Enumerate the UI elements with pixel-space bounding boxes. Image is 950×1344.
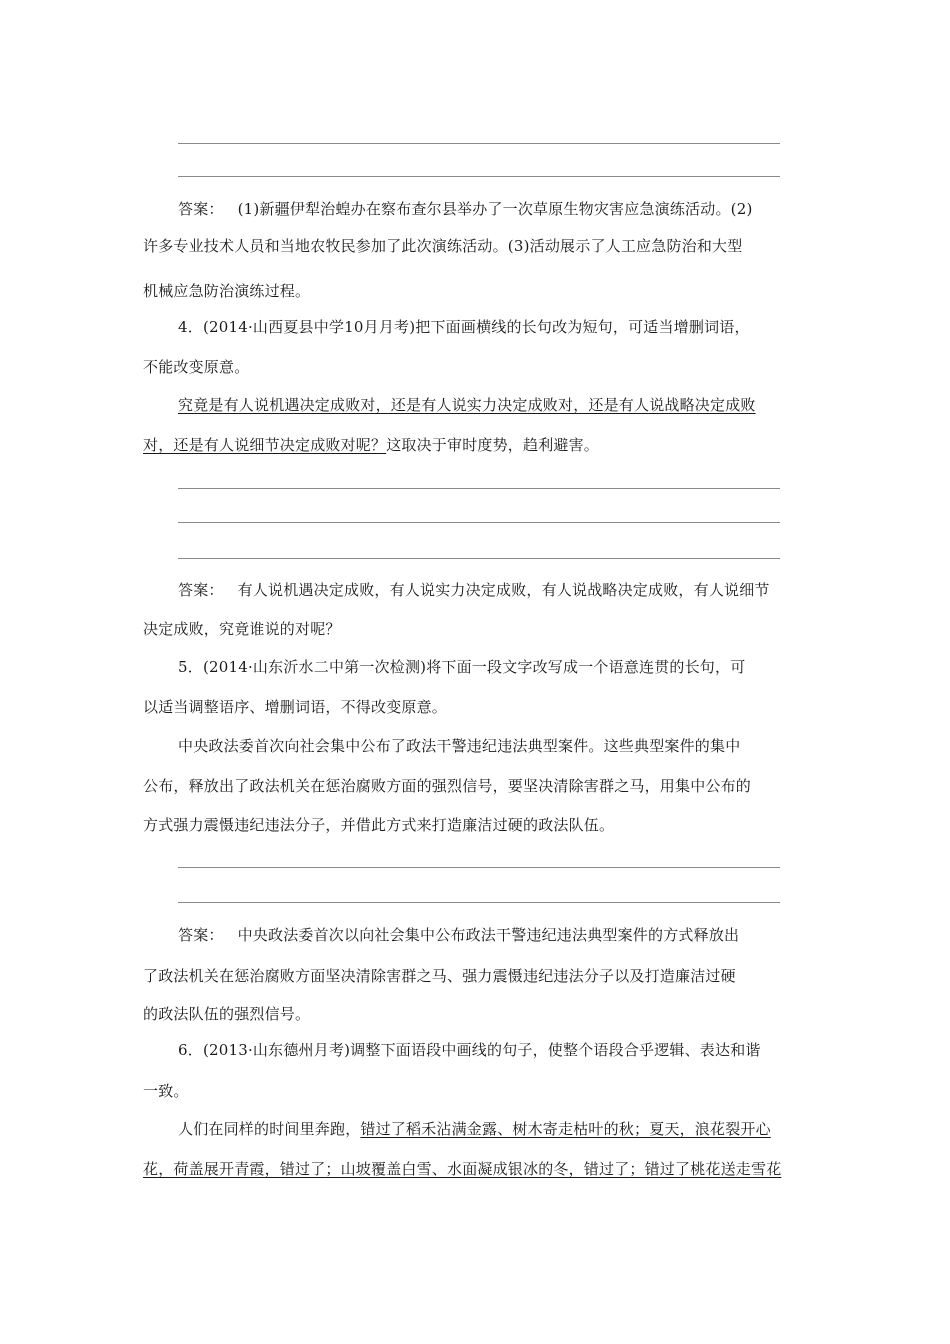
q4-answer-line-1: 答案： 有人说机遇决定成败，有人说实力决定成败，有人说战略决定成败，有人说细节 — [178, 581, 770, 599]
q6-passage-line-2: 花，荷盖展开青霞，错过了；山坡覆盖白雪、水面凝成银冰的冬，错过了；错过了桃花送走雪花 — [143, 1160, 782, 1178]
q4-answer-line-2: 决定成败，究竟谁说的对呢？ — [143, 620, 341, 638]
q6-prompt-line-1: 6．(2013·山东德州月考)调整下面语段中画线的句子，使整个语段合乎逻辑、表达和谐 — [178, 1041, 761, 1059]
answer-blank-line — [178, 176, 780, 177]
q4-prompt-line-2: 不能改变原意。 — [143, 358, 250, 376]
answer-blank-line — [178, 488, 780, 489]
q3-answer-line-2: 许多专业技术人员和当地农牧民参加了此次演练活动。(3)活动展示了人工应急防治和大型 — [143, 237, 743, 255]
answer-label: 答案： — [178, 926, 224, 944]
answer-blank-line — [178, 902, 780, 903]
q6-underlined-text: 错过了稻禾沾满金露、树木寄走枯叶的秋；夏天，浪花裂开心 — [360, 1120, 771, 1138]
q3-answer-line-3: 机械应急防治演练过程。 — [143, 282, 311, 300]
q5-passage-line-3: 方式强力震慑违纪违法分子，并借此方式来打造廉洁过硬的政法队伍。 — [143, 816, 615, 834]
q4-prompt-line-1: 4．(2014·山西夏县中学10月月考)把下面画横线的长句改为短句，可适当增删词语， — [178, 318, 750, 336]
q5-prompt-line-1: 5．(2014·山东沂水二中第一次检测)将下面一段文字改写成一个语意连贯的长句，可 — [178, 658, 746, 676]
answer-blank-line — [178, 522, 780, 523]
q4-plain-text: 这取决于审时度势，趋利避害。 — [386, 436, 600, 454]
q6-plain-text: 人们在同样的时间里奔跑， — [178, 1120, 361, 1138]
q6-passage-line-1 — [178, 1119, 808, 1139]
q4-passage-line-2 — [143, 435, 808, 455]
q5-answer-line-1: 答案： 中央政法委首次以向社会集中公布政法干警违纪违法典型案件的方式释放出 — [178, 926, 740, 944]
answer-label: 答案： — [178, 200, 224, 218]
answer-blank-line — [178, 558, 780, 559]
q5-answer-line-3: 的政法队伍的强烈信号。 — [143, 1005, 311, 1023]
q5-passage-line-2: 公布，释放出了政法机关在惩治腐败方面的强烈信号，要坚决清除害群之马，用集中公布的 — [143, 777, 752, 795]
answer-blank-line — [178, 143, 780, 144]
q6-prompt-line-2: 一致。 — [143, 1082, 189, 1100]
q5-answer-line-2: 了政法机关在惩治腐败方面坚决清除害群之马、强力震慑违纪违法分子以及打造廉洁过硬 — [143, 967, 736, 985]
q4-underlined-text: 对，还是有人说细节决定成败对呢？ — [143, 436, 387, 454]
q5-prompt-line-2: 以适当调整语序、增删词语，不得改变原意。 — [143, 698, 448, 716]
answer-label: 答案： — [178, 581, 224, 599]
q5-passage-line-1: 中央政法委首次向社会集中公布了政法干警违纪违法典型案件。这些典型案件的集中 — [178, 737, 741, 755]
q3-answer-line-1: 答案： (1)新疆伊犁治蝗办在察布查尔县举办了一次草原生物灾害应急演练活动。(2) — [178, 200, 753, 218]
answer-blank-line — [178, 867, 780, 868]
q4-passage-line-1: 究竟是有人说机遇决定成败对，还是有人说实力决定成败对，还是有人说战略决定成败 — [178, 396, 756, 414]
